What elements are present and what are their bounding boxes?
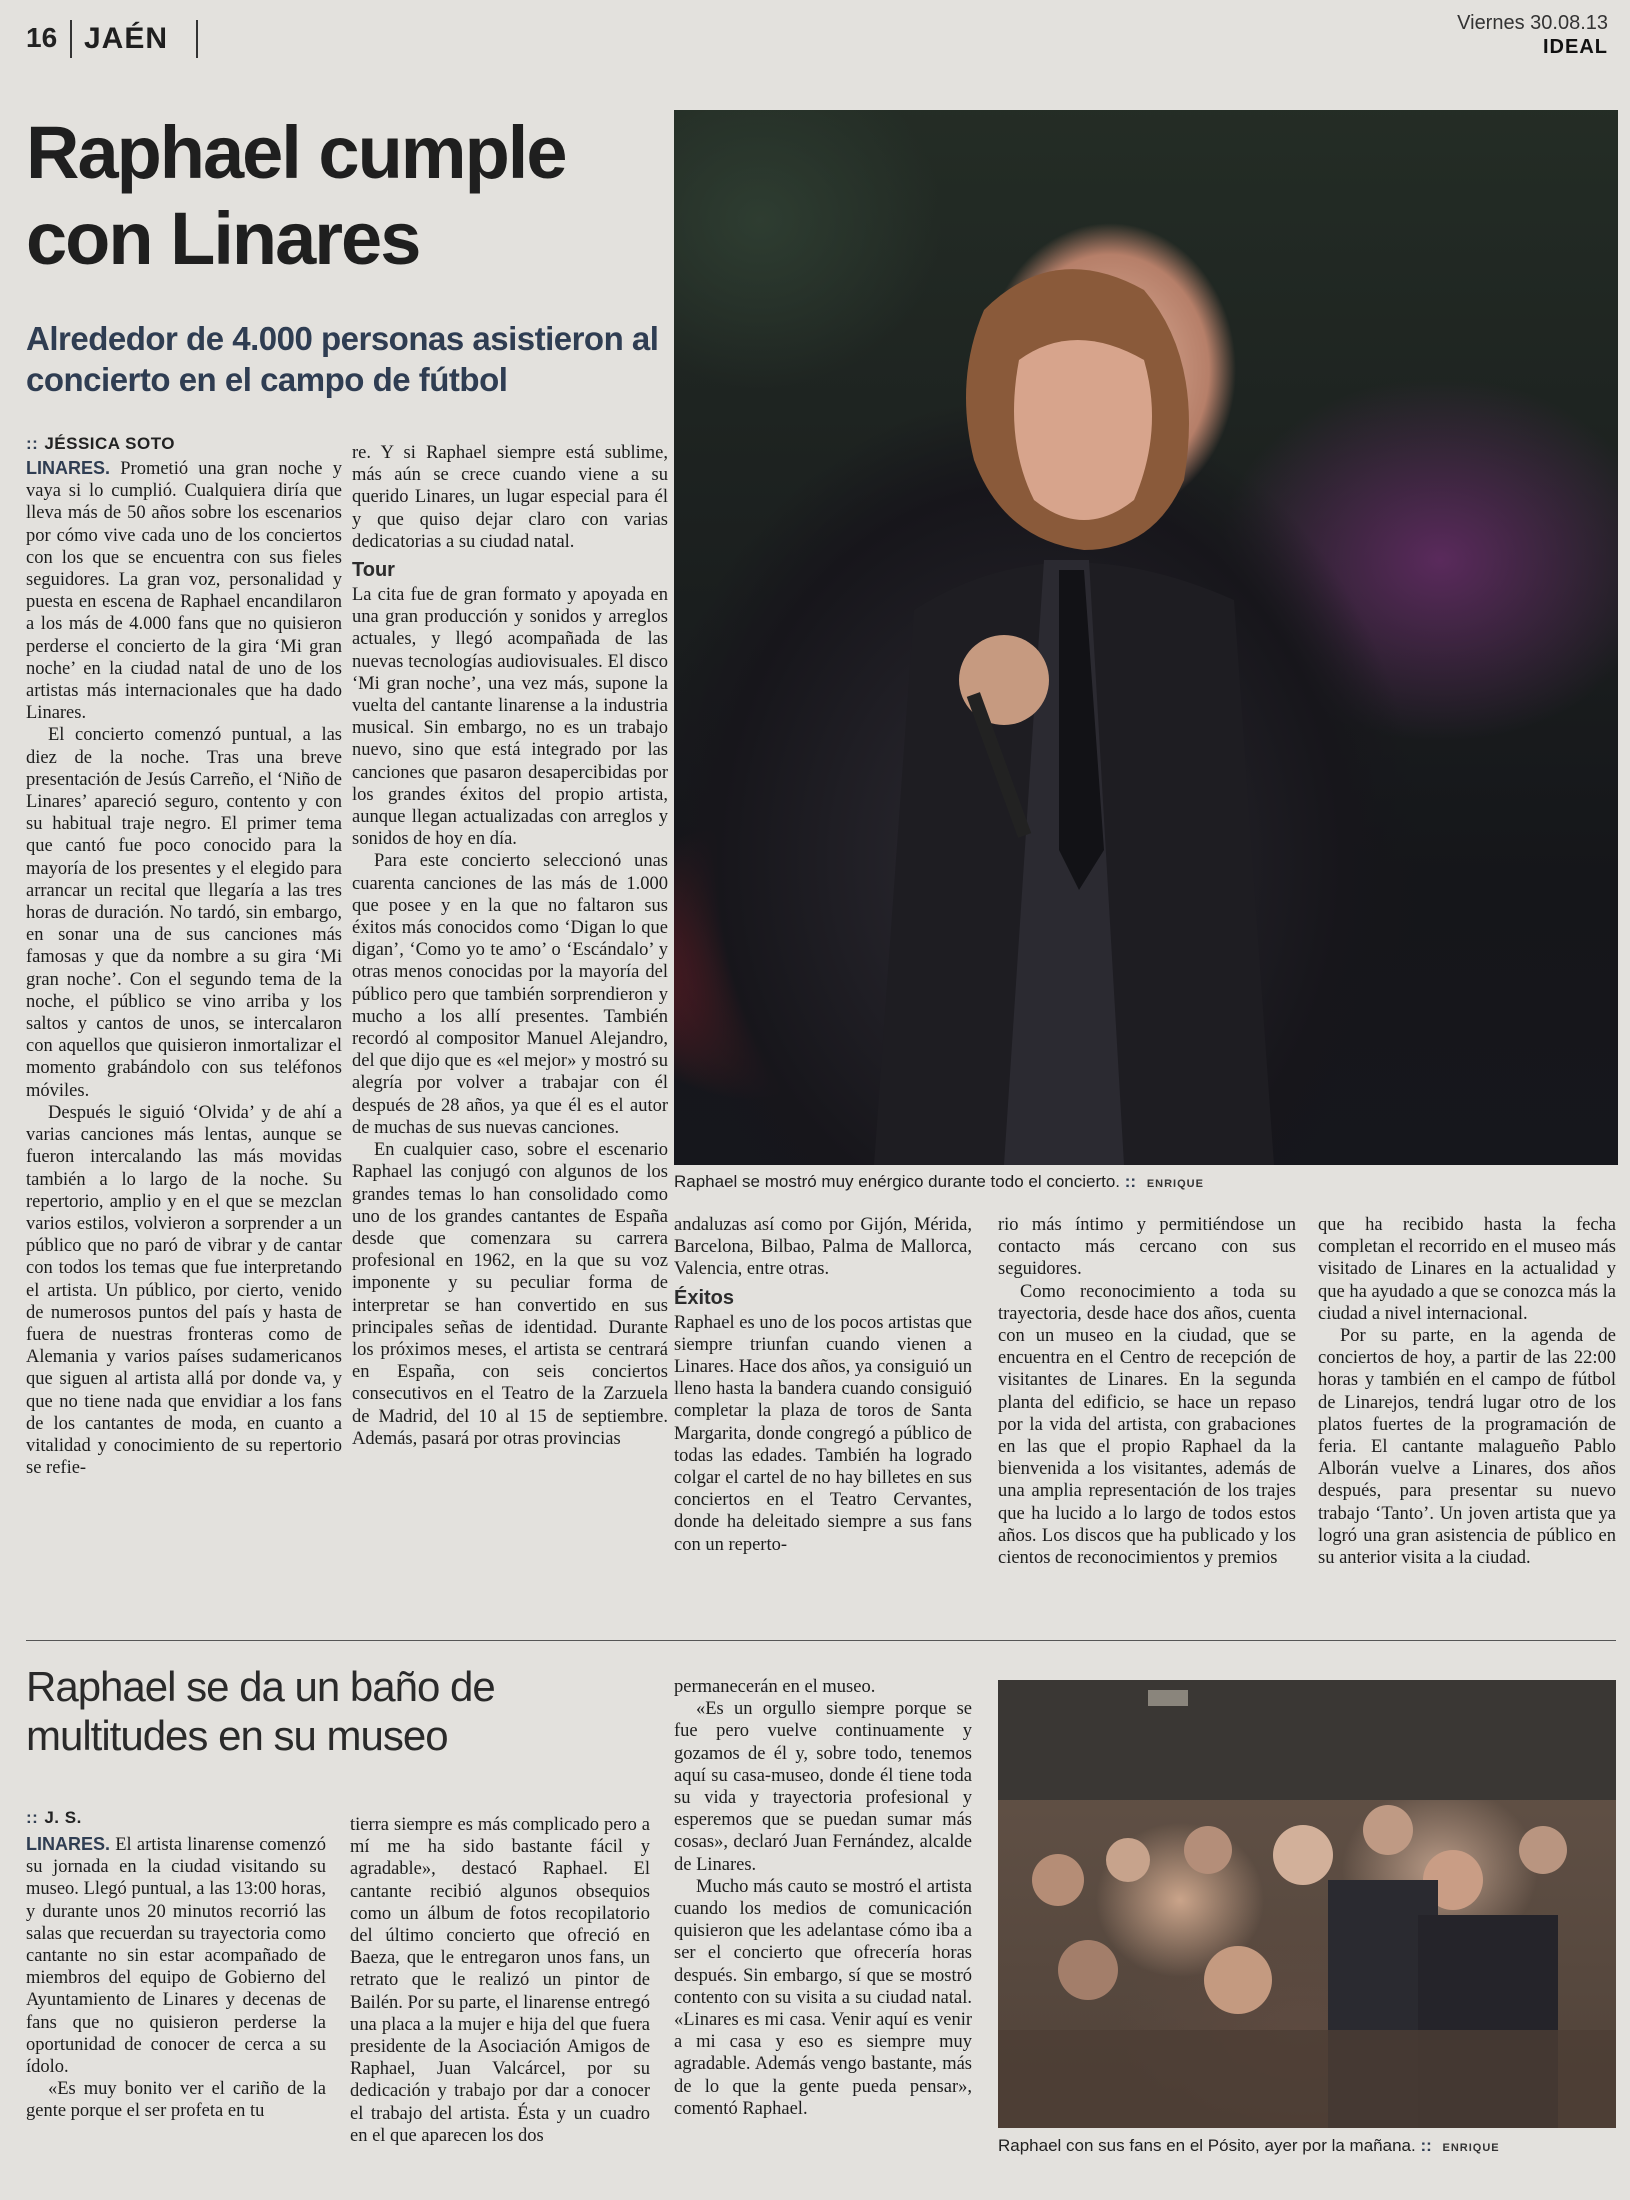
header-divider — [196, 20, 198, 58]
subsection-heading: Éxitos — [674, 1286, 735, 1309]
paragraph: Por su parte, en la agenda de conciertos de hoy, a partir de las 22:00 horas y también en el campo de fútbol de Linarejos, tendrá lugar otro de los platos fuertes de la programación de feria. El cantante malagueño Pablo Alborán vuelve a Linares, dos años después, para presentar su nuevo trabajo ‘Tanto’. Un joven artista que ya logró una gran asistencia de público en su anterior visita a la ciudad. — [1318, 1326, 1616, 1569]
crowd-illustration — [998, 1680, 1616, 2128]
paragraph: En cualquier caso, sobre el escenario Raphael las conjugó con algunos de los grandes temas lo han consolidado como uno de los grandes cantantes de España desde que comenzara su carrera profesional en 1962, en la que su voz imponente y su peculiar forma de interpretar se han convertido en sus principales señas de identidad. Durante los próximos meses, el artista se centrará en España, con seis conciertos consecutivos en el Teatro de la Zarzuela de Madrid, del 10 al 15 de septiembre. Además, pasará por otras provincias — [352, 1140, 668, 1449]
paragraph: «Es muy bonito ver el cariño de la gente porque el ser profeta en tu — [26, 2079, 326, 2122]
byline — [26, 1808, 82, 1828]
paragraph: permanecerán en el museo. — [674, 1677, 876, 1697]
section-divider — [26, 1640, 1616, 1641]
dateline: LINARES. — [26, 1834, 111, 1854]
byline — [26, 434, 175, 454]
issue-date: Viernes 30.08.13 — [1457, 12, 1608, 34]
paragraph: andaluzas así como por Gijón, Mérida, Barcelona, Bilbao, Palma de Mallorca, Valencia, entre otras. — [674, 1215, 972, 1280]
second-article-column-3 — [674, 1676, 972, 2120]
publication-name: IDEAL — [1543, 36, 1608, 58]
credit-mark: :: — [1124, 1172, 1137, 1191]
paragraph: Prometió una gran noche y vaya si lo cumplió. Cualquiera diría que lleva más de 50 años sobre los escenarios por cómo vive cada uno de los conciertos con los que se encuentra con sus fieles seguidores. La gran voz, personalidad y puesta en escena de Raphael encandilaron a los más de 4.000 fans que no quisieron perderse el concierto de la gira ‘Mi gran noche’ en la ciudad natal de uno de los artistas más internacionales que ha dado Linares. — [26, 459, 342, 724]
singer-silhouette — [854, 250, 1274, 1165]
page-number: 16 — [26, 22, 58, 53]
byline-mark: :: — [26, 1808, 39, 1827]
fans-photo — [998, 1680, 1616, 2128]
paragraph: Después le siguió ‘Olvida’ y de ahí a varias canciones más lentas, aunque se fueron intercalando las más movidas también a lo largo de la noche. Su repertorio, amplio y en el que se mezclan varios estilos, volvieron a sorprender a un público que no paró de vibrar y de cantar con todos los temas que fue interpretando el artista. Un público, por cierto, venido de numerosos puntos del país y hasta de fuera de nuestras fronteras como de Alemania y varios países sudamericanos que siguen al artista allá por donde va, y que no tiene nada que envidiar a los fans de los cantantes de moda, en cuanto a vitalidad y conocimiento de su repertorio se refie- — [26, 1102, 342, 1479]
paragraph: re. Y si Raphael siempre está sublime, más aún se crece cuando viene a su querido Linares, un lugar especial para él y que quiso dejar claro con varias dedicatorias a su ciudad natal. — [352, 443, 668, 552]
photo-caption — [674, 1172, 1204, 1192]
byline-author: J. S. — [44, 1808, 82, 1827]
article-column-5 — [1318, 1214, 1616, 1569]
paragraph: tierra siempre es más complicado pero a mí me ha sido bastante fácil y agradable», destacó Raphael. El cantante recibió algunos obsequios como un álbum de fotos recopilatorio del último concierto que ofreció en Baeza, que le entregaron unos fans, un retrato que le realizó un pintor de Bailén. Por su parte, el linarense entregó una placa a la mujer e hija del que fuera presidente de la Asociación Amigos de Raphael, Juan Valcárcel, por su dedicación y trabajo por dar a conocer el trabajo del artista. Ésta y un cuadro en el que aparecen los dos — [350, 1815, 651, 2146]
article-column-4 — [998, 1214, 1296, 1569]
paragraph: Mucho más cauto se mostró el artista cuando los medios de comunicación quisieron que les adelantase cómo iba a ser el concierto que ofrecería horas después. Sin embargo, sí que se mostró contento con su visita a su ciudad natal. «Linares es mi casa. Venir aquí es venir a mi casa y eso es siempre muy agradable. Además vengo bastante, más de lo que la gente pueda pensar», comentó Raphael. — [674, 1876, 972, 2119]
article-headline: Raphael cumple con Linares — [26, 111, 566, 280]
second-article-column-1 — [26, 1834, 326, 2123]
second-article-headline: Raphael se da un baño de multitudes en su museo — [26, 1663, 495, 1759]
paragraph: que ha recibido hasta la fecha completan el recorrido en el museo más visitado de Linares en la actualidad y que ha ayudado a que se conozca más la ciudad a nivel internacional. — [1318, 1215, 1616, 1324]
byline-author: JÉSSICA SOTO — [44, 434, 176, 453]
paragraph: La cita fue de gran formato y apoyada en una gran producción y sonidos y arreglos actuales, y llegó acompañada de las nuevas tecnologías audiovisuales. El disco ‘Mi gran noche’, una vez más, supone la vuelta del cantante linarense a la industria musical. Sin embargo, no es un trabajo nuevo, sino que está integrado por las canciones que pasaron desapercibidas por los grandes éxitos del propio artista, aunque llegan actualizadas con arreglos y sonidos de hoy en día. — [352, 585, 668, 850]
photo-caption — [998, 2136, 1500, 2156]
caption-text: Raphael se mostró muy enérgico durante todo el concierto. — [674, 1172, 1121, 1191]
second-article-column-2 — [350, 1814, 650, 2147]
paragraph: Para este concierto seleccionó unas cuarenta canciones de las más de 1.000 que posee y en la que no faltaron sus éxitos más conocidos como ‘Digan lo que digan’, ‘Como yo te amo’ o ‘Escándalo’ y otras menos conocidas por la mayoría del público pero que también sorprendieron y mucho a los allí presentes. También recordó al compositor Manuel Alejandro, del que dijo que es «el mejor» y mostró su alegría por volver a trabajar con él después de 28 años, ya que él es el autor de muchas de sus nuevas canciones. — [352, 851, 668, 1138]
photo-credit: ENRIQUE — [1146, 1178, 1204, 1190]
section-name: JAÉN — [84, 22, 169, 55]
paragraph: El artista linarense comenzó su jornada en la ciudad visitando su museo. Llegó puntual, a las 13:00 horas, y durante unos 20 minutos recorrió las salas que recuerdan su trayectoria como cantante no sin estar acompañado de miembros del equipo de Gobierno del Ayuntamiento de Linares y decenas de fans que no quisieron perderse la oportunidad de conocer de cerca a su ídolo. — [26, 1835, 326, 2078]
byline-mark: :: — [26, 434, 39, 453]
dateline: LINARES. — [26, 458, 111, 478]
paragraph: rio más íntimo y permitiéndose un contacto más cercano con sus seguidores. — [998, 1215, 1296, 1280]
caption-text: Raphael con sus fans en el Pósito, ayer por la mañana. — [998, 2136, 1416, 2155]
paragraph: «Es un orgullo siempre porque se fue pero vuelve continuamente y gozamos de él y, sobre todo, tenemos aquí su casa-museo, donde él tiene toda su vida y trayectoria profesional y esperemos que se puedan sumar más cosas», declaró Juan Fernández, alcalde de Linares. — [674, 1699, 972, 1875]
header-divider — [70, 20, 72, 58]
concert-photo — [674, 110, 1618, 1165]
article-column-2 — [352, 442, 668, 1450]
paragraph: El concierto comenzó puntual, a las diez de la noche. Tras una breve presentación de Jesús Carreño, el ‘Niño de Linares’ apareció seguro, contento y con su habitual traje negro. El primer tema que cantó fue poco conocido para la mayoría de los presentes y el elegido para arrancar un recital que llegaría a las tres horas de duración. No tardó, sin embargo, en sonar una de sus canciones más famosas y que da nombre a su gira ‘Mi gran noche’. Con el segundo tema de la noche, el público se vino arriba y los saltos y cantos de unos, se intercalaron con aquellos que quisieron inmortalizar el momento grabándolo con sus teléfonos móviles. — [26, 725, 342, 1101]
paragraph: Como reconocimiento a toda su trayectoria, desde hace dos años, cuenta con un museo en la ciudad, que se encuentra en el Centro de recepción de visitantes de Linares. En la segunda planta del edificio, se hace un repaso por la vida del artista, con grabaciones en las que el propio Raphael da la bienvenida a los visitantes, además de una amplia representación de los trajes que ha lucido a lo largo de todos estos años. Los discos que ha publicado y los cientos de reconocimientos y premios — [998, 1281, 1296, 1569]
paragraph: Raphael es uno de los pocos artistas que siempre triunfan cuando vienen a Linares. Hace dos años, ya consiguió un lleno hasta la bandera cuando consiguió completar la plaza de toros de Santa Margarita, donde congregó a público de todas las edades. También ha logrado colgar el cartel de no hay billetes en sus conciertos en el Teatro Cervantes, donde ha deleitado siempre a sus fans con un reperto- — [674, 1312, 972, 1555]
credit-mark: :: — [1420, 2136, 1432, 2155]
article-subhead: Alrededor de 4.000 personas asistieron al concierto en el campo de fútbol — [26, 320, 659, 398]
photo-credit: ENRIQUE — [1442, 2142, 1500, 2154]
subsection-heading: Tour — [352, 559, 395, 582]
article-column-3 — [674, 1214, 972, 1556]
article-column-1 — [26, 458, 342, 1479]
